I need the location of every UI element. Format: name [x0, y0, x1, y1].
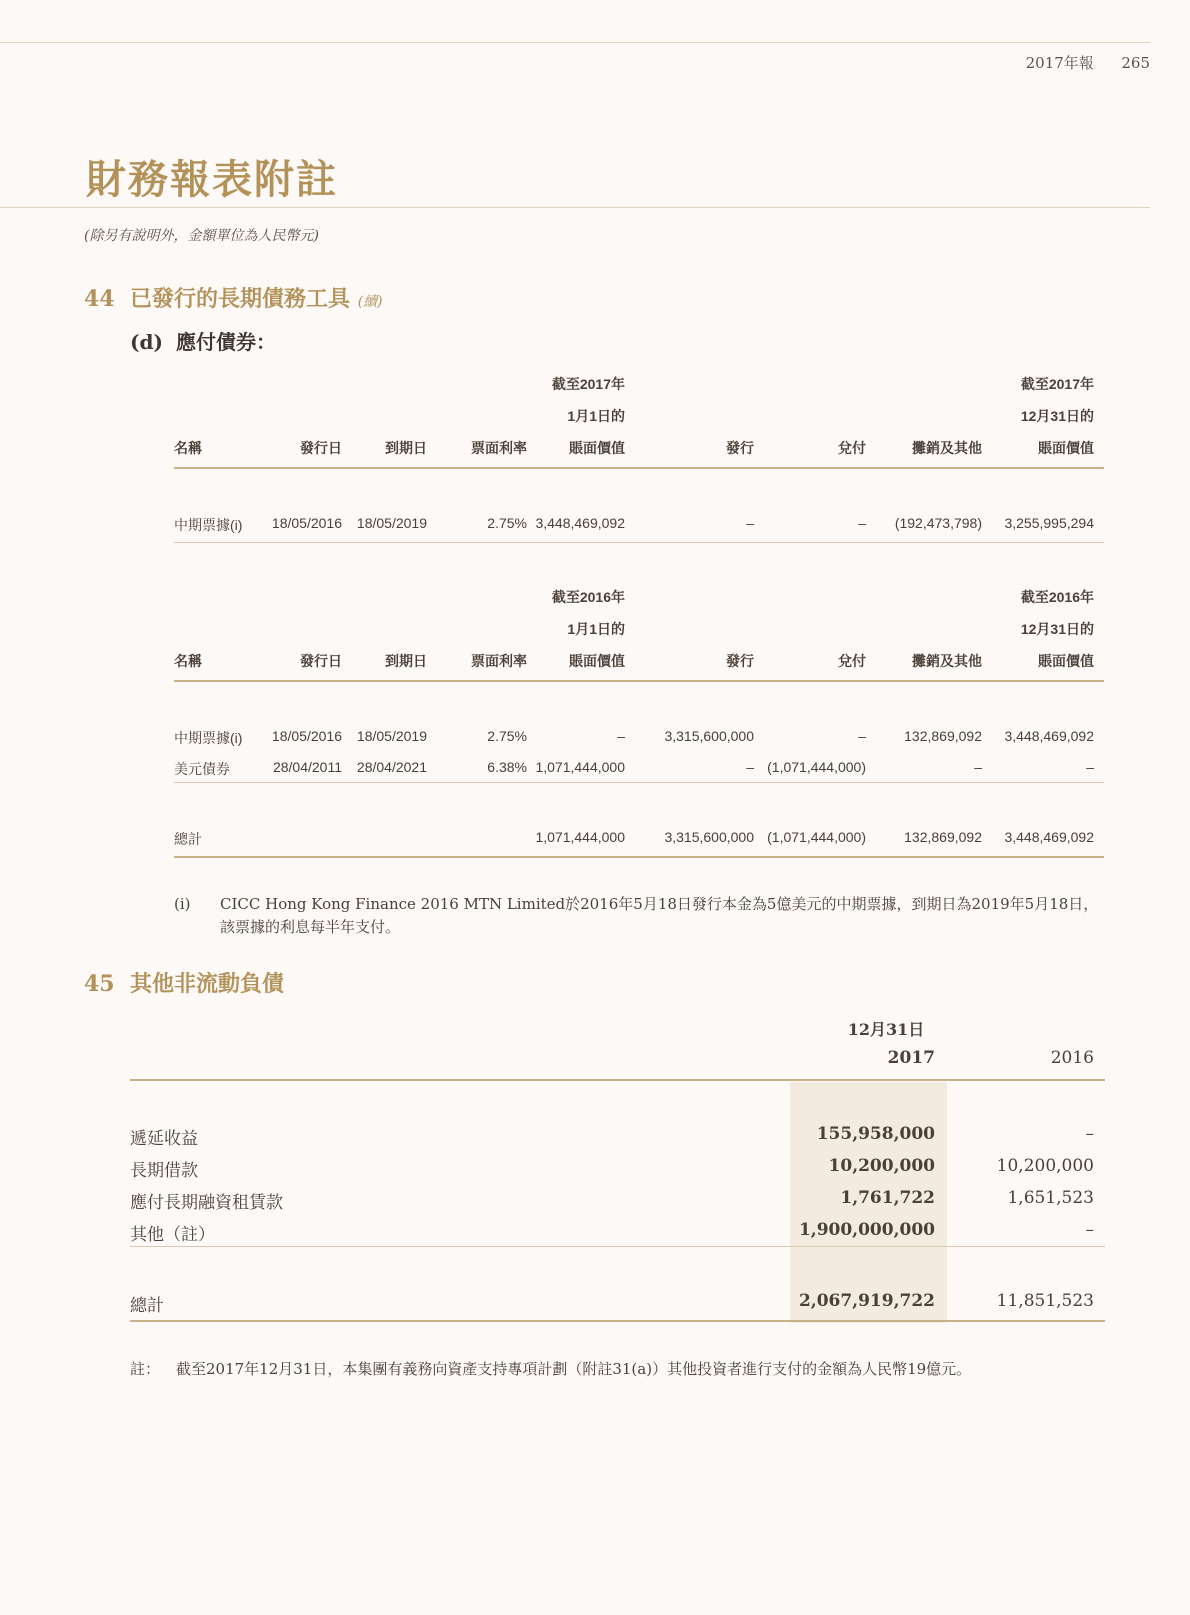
row-issue: –	[746, 759, 754, 775]
header-opening-3: 賬面價值	[569, 653, 625, 669]
row-issue: 3,315,600,000	[664, 728, 754, 744]
date-header: 12月31日	[847, 1020, 925, 1039]
row-rate: 6.38%	[487, 759, 527, 775]
note-i	[174, 893, 1104, 939]
header-opening-1: 截至2016年	[551, 589, 625, 605]
total-opening: 1,071,444,000	[535, 829, 625, 845]
total-amort: 132,869,092	[904, 829, 982, 845]
total-issue: 3,315,600,000	[664, 829, 754, 845]
header-rule	[130, 1079, 1105, 1081]
header-closing-2: 12月31日的	[1020, 621, 1094, 637]
header-rate: 票面利率	[471, 653, 527, 669]
note-marker: (i)	[174, 895, 191, 913]
row-closing: 3,448,469,092	[1004, 728, 1094, 744]
row-name: 中期票據(i)	[174, 517, 243, 533]
total-rule	[130, 1320, 1105, 1322]
report-label: 2017年報	[1025, 54, 1094, 72]
row-issue-date: 18/05/2016	[271, 728, 342, 744]
header-name: 名稱	[174, 653, 202, 669]
header-redeem: 兌付	[838, 653, 866, 669]
row-amort: –	[974, 759, 982, 775]
row-redeem: –	[858, 515, 866, 531]
row-value-2016: –	[1085, 1124, 1094, 1144]
row-closing: –	[1086, 759, 1094, 775]
row-amort: (192,473,798)	[894, 515, 982, 531]
row-value-2017: 1,761,722	[840, 1188, 935, 1208]
footnote-text: 截至2017年12月31日，本集團有義務向資產支持專項計劃（附註31(a)）其他投資者進行支付的金額為人民幣19億元。	[176, 1360, 972, 1378]
header-issue: 發行	[726, 653, 754, 669]
subsection-d	[130, 326, 276, 355]
page-header	[1026, 52, 1150, 73]
header-amort: 攤銷及其他	[912, 653, 982, 669]
header-closing-1: 截至2017年	[1020, 376, 1094, 392]
row-label: 其他（註）	[130, 1225, 215, 1245]
header-rule	[174, 680, 1104, 682]
section-heading: 其他非流動負債	[130, 971, 285, 997]
header-opening-3: 賬面價值	[569, 440, 625, 456]
row-value-2017: 10,200,000	[828, 1156, 935, 1176]
year-2016-header: 2016	[1050, 1048, 1094, 1068]
subsection-label: (d)	[130, 330, 163, 354]
row-closing: 3,255,995,294	[1004, 515, 1094, 531]
section-number: 44	[84, 286, 115, 312]
header-closing-2: 12月31日的	[1020, 408, 1094, 424]
header-amort: 攤銷及其他	[912, 440, 982, 456]
header-opening-2: 1月1日的	[567, 621, 625, 637]
header-name: 名稱	[174, 440, 202, 456]
row-opening: –	[617, 728, 625, 744]
page-title: 財務報表附註	[86, 156, 338, 203]
page-number: 265	[1121, 54, 1150, 72]
header-rule	[0, 42, 1150, 43]
footnote	[130, 1358, 971, 1379]
header-issue-date: 發行日	[300, 440, 342, 456]
row-amort: 132,869,092	[904, 728, 982, 744]
row-value-2016: 1,651,523	[1007, 1188, 1094, 1208]
header-closing-1: 截至2016年	[1020, 589, 1094, 605]
note-text: CICC Hong Kong Finance 2016 MTN Limited於2016年5月18日發行本金為5億美元的中期票據，到期日為2019年5月18日，該票據的利息每半年支付。	[220, 895, 1099, 936]
row-value-2016: 10,200,000	[996, 1156, 1094, 1176]
row-rule	[130, 1246, 1105, 1247]
continued-label: (續)	[357, 294, 383, 310]
header-redeem: 兌付	[838, 440, 866, 456]
section-number: 45	[84, 971, 115, 997]
total-label: 總計	[174, 831, 202, 847]
subsection-title: 應付債券：	[176, 330, 276, 354]
section-heading: 已發行的長期債務工具	[130, 286, 351, 312]
header-maturity: 到期日	[385, 440, 427, 456]
row-value-2017: 155,958,000	[816, 1124, 935, 1144]
row-label: 遞延收益	[130, 1129, 198, 1149]
row-opening: 3,448,469,092	[535, 515, 625, 531]
section-45-title	[84, 967, 284, 998]
row-value-2016: –	[1085, 1220, 1094, 1240]
row-rule	[174, 542, 1104, 543]
header-maturity: 到期日	[385, 653, 427, 669]
row-maturity: 18/05/2019	[356, 728, 427, 744]
total-value-2016: 11,851,523	[996, 1291, 1094, 1311]
year-2017-header: 2017	[887, 1048, 935, 1068]
header-issue: 發行	[726, 440, 754, 456]
row-label: 應付長期融資租賃款	[130, 1193, 283, 1213]
row-value-2017: 1,900,000,000	[798, 1220, 935, 1240]
row-rate: 2.75%	[487, 515, 527, 531]
row-rate: 2.75%	[487, 728, 527, 744]
section-44-title	[84, 282, 383, 313]
row-maturity: 28/04/2021	[356, 759, 427, 775]
unit-note: (除另有說明外，金額單位為人民幣元)	[84, 228, 319, 244]
row-name: 美元債券	[174, 761, 230, 777]
header-opening-1: 截至2017年	[551, 376, 625, 392]
row-opening: 1,071,444,000	[535, 759, 625, 775]
total-value-2017: 2,067,919,722	[798, 1291, 935, 1311]
header-closing-3: 賬面價值	[1038, 440, 1094, 456]
row-maturity: 18/05/2019	[356, 515, 427, 531]
row-rule	[174, 782, 1104, 783]
row-redeem: (1,071,444,000)	[767, 759, 866, 775]
title-rule	[0, 207, 1150, 208]
header-issue-date: 發行日	[300, 653, 342, 669]
row-name: 中期票據(i)	[174, 730, 243, 746]
header-rule	[174, 467, 1104, 469]
total-redeem: (1,071,444,000)	[767, 829, 866, 845]
header-rate: 票面利率	[471, 440, 527, 456]
total-rule	[174, 856, 1104, 858]
row-issue-date: 28/04/2011	[272, 759, 342, 775]
row-issue-date: 18/05/2016	[271, 515, 342, 531]
total-closing: 3,448,469,092	[1004, 829, 1094, 845]
footnote-marker: 註：	[130, 1360, 161, 1378]
row-issue: –	[746, 515, 754, 531]
row-label: 長期借款	[130, 1161, 198, 1181]
total-label: 總計	[130, 1296, 164, 1316]
header-closing-3: 賬面價值	[1038, 653, 1094, 669]
header-opening-2: 1月1日的	[567, 408, 625, 424]
row-redeem: –	[858, 728, 866, 744]
